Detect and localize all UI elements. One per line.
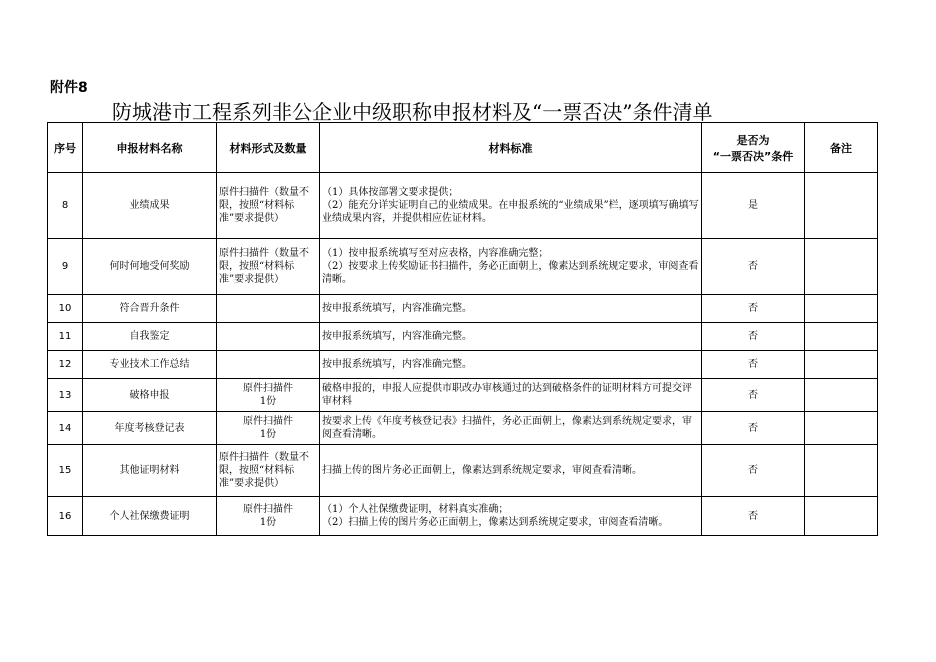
row-material-standard: 扫描上传的图片务必正面朝上，像素达到系统规定要求，审阅查看清晰。 [320,445,702,497]
row-seq: 16 [48,497,83,536]
row-material-form [217,351,320,379]
header-veto [702,123,805,173]
row-material-standard: 按要求上传《年度考核登记表》扫描件，务必正面朝上，像素达到系统规定要求，审阅查看清晰。 [320,412,702,445]
attachment-label: 附件8 [50,80,88,96]
row-material-name: 年度考核登记表 [83,412,217,445]
row-remark [805,412,878,445]
row-remark [805,379,878,412]
header-veto-line1: 是否为 [736,133,770,147]
row-veto: 否 [702,239,805,295]
row-remark [805,497,878,536]
table-row [48,412,878,445]
row-material-standard: 按申报系统填写，内容准确完整。 [320,323,702,351]
row-material-name: 其他证明材料 [83,445,217,497]
row-material-standard: （1）个人社保缴费证明，材料真实准确； （2）扫描上传的图片务必正面朝上，像素达到系统规定要求，审阅查看清晰。 [320,497,702,536]
row-material-standard: （1）具体按部署文要求提供； （2）能充分详实证明自己的业绩成果。在申报系统的“业绩成果”栏，逐项填写确填写业绩成果内容，并提供相应佐证材料。 [320,173,702,239]
row-remark [805,173,878,239]
row-veto: 否 [702,295,805,323]
row-material-standard: （1）按申报系统填写至对应表格，内容准确完整； （2）按要求上传奖励证书扫描件，务必正面朝上，像素达到系统规定要求，审阅查看清晰。 [320,239,702,295]
table-row [48,445,878,497]
row-veto: 否 [702,323,805,351]
table-row [48,239,878,295]
row-veto: 否 [702,351,805,379]
row-material-name: 业绩成果 [83,173,217,239]
row-remark [805,323,878,351]
row-seq: 8 [48,173,83,239]
row-remark [805,295,878,323]
row-remark [805,445,878,497]
row-veto: 否 [702,497,805,536]
table-row [48,295,878,323]
header-veto-line2: “一票否决”条件 [712,149,794,163]
row-material-form: 原件扫描件 1份 [217,497,320,536]
header-standard: 材料标准 [320,123,702,173]
row-seq: 10 [48,295,83,323]
row-seq: 12 [48,351,83,379]
row-material-standard: 按申报系统填写，内容准确完整。 [320,351,702,379]
row-veto: 否 [702,412,805,445]
header-name: 申报材料名称 [83,123,217,173]
row-material-name: 符合晋升条件 [83,295,217,323]
table-row [48,323,878,351]
row-seq: 9 [48,239,83,295]
row-material-name: 何时何地受何奖励 [83,239,217,295]
row-seq: 14 [48,412,83,445]
materials-table [47,122,878,536]
row-seq: 13 [48,379,83,412]
row-remark [805,239,878,295]
row-veto: 是 [702,173,805,239]
row-material-form: 原件扫描件（数量不限，按照“材料标准”要求提供） [217,445,320,497]
row-veto: 否 [702,445,805,497]
table-row [48,351,878,379]
row-material-form: 原件扫描件（数量不限，按照“材料标准”要求提供） [217,239,320,295]
row-remark [805,351,878,379]
row-material-standard: 破格申报的，申报人应提供市职改办审核通过的达到破格条件的证明材料方可提交评审材料 [320,379,702,412]
row-material-form [217,323,320,351]
row-material-form: 原件扫描件（数量不限，按照“材料标准”要求提供） [217,173,320,239]
header-seq: 序号 [48,123,83,173]
table-row [48,173,878,239]
row-material-form: 原件扫描件 1份 [217,379,320,412]
header-remark: 备注 [805,123,878,173]
row-material-standard: 按申报系统填写，内容准确完整。 [320,295,702,323]
row-material-name: 破格申报 [83,379,217,412]
row-material-name: 专业技术工作总结 [83,351,217,379]
row-material-form [217,295,320,323]
row-material-name: 自我鉴定 [83,323,217,351]
row-material-name: 个人社保缴费证明 [83,497,217,536]
table-row [48,497,878,536]
row-material-form: 原件扫描件 1份 [217,412,320,445]
table-row [48,379,878,412]
table-header-row [48,123,878,173]
document-title: 防城港市工程系列非公企业中级职称申报材料及“一票否决”条件清单 [112,100,713,124]
header-form: 材料形式及数量 [217,123,320,173]
row-seq: 15 [48,445,83,497]
row-veto: 否 [702,379,805,412]
row-seq: 11 [48,323,83,351]
